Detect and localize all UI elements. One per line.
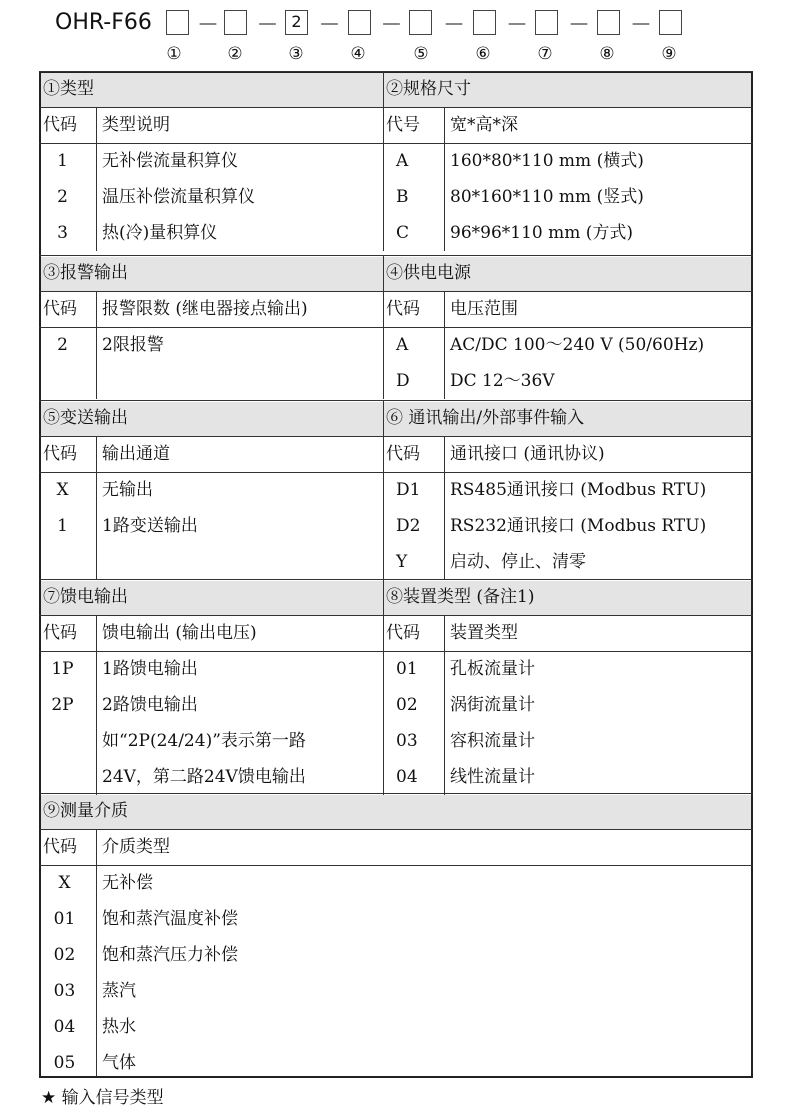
row-code: A [396, 335, 409, 355]
column-header-code: 代码 [43, 115, 77, 135]
row-code: 04 [396, 767, 418, 787]
slot-number-5: ⑤ [413, 44, 429, 64]
model-prefix: OHR-F66 [55, 10, 152, 35]
code-slot-1 [166, 10, 189, 35]
row-code: 2 [57, 187, 68, 207]
row-description: 无补偿流量积算仪 [102, 151, 238, 171]
slot-number-7: ⑦ [537, 44, 553, 64]
row-description: 1路变送输出 [102, 516, 198, 536]
row-code: 01 [53, 909, 76, 929]
row-description: 96*96*110 mm (方式) [450, 223, 634, 243]
row-description: 启动、停止、清零 [450, 552, 586, 572]
code-slot-2 [224, 10, 247, 35]
row-code: X [56, 480, 69, 500]
slot-number-9: ⑨ [661, 44, 677, 64]
column-divider [383, 400, 384, 580]
row-description: 1路馈电输出 [102, 659, 198, 679]
code-slot-7 [535, 10, 558, 35]
row-description: 24V，第二路24V馈电输出 [102, 767, 306, 787]
row-description: 80*160*110 mm (竖式) [450, 187, 644, 207]
slot-number-6: ⑥ [475, 44, 491, 64]
column-divider [444, 615, 445, 795]
row-code: 1P [51, 659, 74, 679]
row-code: B [396, 187, 409, 207]
row-code: D [396, 371, 410, 391]
row-code: 03 [53, 981, 76, 1001]
row-code: 04 [53, 1017, 76, 1037]
row-description: 气体 [102, 1053, 136, 1073]
column-header-code: 代号 [386, 115, 420, 135]
section-title: ⑧装置类型 (备注1) [386, 587, 535, 607]
section-title: ⑦馈电输出 [43, 587, 128, 607]
row-description: 饱和蒸汽温度补偿 [102, 909, 238, 929]
row-code: 1 [57, 516, 68, 536]
column-header-desc: 介质类型 [102, 837, 170, 857]
column-header-code: 代码 [43, 299, 77, 319]
code-separator: － [567, 13, 590, 38]
row-description: RS232通讯接口 (Modbus RTU) [450, 516, 707, 536]
section-title: ⑥ 通讯输出/外部事件输入 [386, 408, 585, 428]
slot-number-2: ② [227, 44, 243, 64]
row-description: 线性流量计 [450, 767, 535, 787]
row-code: 1 [57, 151, 68, 171]
code-slot-9 [659, 10, 682, 35]
column-divider [96, 436, 97, 580]
row-description: 无补偿 [102, 873, 153, 893]
column-divider [383, 255, 384, 399]
code-slot-6 [473, 10, 496, 35]
column-divider [96, 291, 97, 399]
row-description: 2限报警 [102, 335, 164, 355]
column-header-code: 代码 [43, 623, 77, 643]
column-header-desc: 宽*高*深 [450, 115, 518, 135]
row-description: 温压补偿流量积算仪 [102, 187, 255, 207]
section-title: ⑨测量介质 [43, 801, 128, 821]
code-slot-5 [409, 10, 432, 35]
row-code: 2 [57, 335, 68, 355]
row-code: 03 [396, 731, 418, 751]
code-separator: － [442, 13, 465, 38]
code-separator: － [256, 13, 279, 38]
row-code: C [396, 223, 410, 243]
column-header-desc: 装置类型 [450, 623, 518, 643]
row-description: DC 12～36V [450, 371, 555, 391]
row-description: AC/DC 100～240 V (50/60Hz) [450, 335, 705, 355]
footnote: ★ 输入信号类型 [41, 1088, 164, 1108]
row-code: 01 [396, 659, 418, 679]
row-code: 05 [53, 1053, 76, 1073]
row-description: 2路馈电输出 [102, 695, 198, 715]
column-header-desc: 馈电输出 (输出电压) [102, 623, 257, 643]
column-header-desc: 通讯接口 (通讯协议) [450, 444, 605, 464]
column-divider [96, 829, 97, 1076]
row-description: 孔板流量计 [450, 659, 535, 679]
code-slot-4 [348, 10, 371, 35]
row-code: A [396, 151, 409, 171]
section-title: ③报警输出 [43, 263, 128, 283]
column-divider [444, 291, 445, 399]
row-code: 02 [396, 695, 418, 715]
slot-number-1: ① [166, 44, 182, 64]
column-header-desc: 类型说明 [102, 115, 170, 135]
row-code [43, 723, 82, 759]
column-header-desc: 报警限数 (继电器接点输出) [102, 299, 308, 319]
row-description: 容积流量计 [450, 731, 535, 751]
row-divider [39, 793, 753, 794]
row-description: RS485通讯接口 (Modbus RTU) [450, 480, 707, 500]
row-code: 2P [51, 695, 74, 715]
column-divider [96, 107, 97, 251]
column-header-desc: 输出通道 [102, 444, 170, 464]
section-title: ④供电电源 [386, 263, 471, 283]
column-header-code: 代码 [386, 623, 420, 643]
code-separator: － [196, 13, 219, 38]
row-description: 热(冷)量积算仪 [102, 223, 218, 243]
column-divider [444, 436, 445, 580]
row-description: 饱和蒸汽压力补偿 [102, 945, 238, 965]
column-divider [383, 579, 384, 795]
column-header-code: 代码 [43, 837, 77, 857]
row-description: 160*80*110 mm (横式) [450, 151, 644, 171]
slot-number-8: ⑧ [599, 44, 615, 64]
code-separator: － [629, 13, 652, 38]
section-title: ⑤变送输出 [43, 408, 128, 428]
row-description: 蒸汽 [102, 981, 136, 1001]
column-header-code: 代码 [386, 299, 420, 319]
row-code [43, 759, 82, 795]
code-separator: － [380, 13, 403, 38]
section-title: ①类型 [43, 79, 94, 99]
row-code: 02 [53, 945, 76, 965]
row-description: 涡街流量计 [450, 695, 535, 715]
column-header-code: 代码 [386, 444, 420, 464]
section-title: ②规格尺寸 [386, 79, 471, 99]
column-header-code: 代码 [43, 444, 77, 464]
row-code: 3 [57, 223, 68, 243]
code-separator: － [505, 13, 528, 38]
row-description: 如“2P(24/24)”表示第一路 [102, 731, 306, 751]
section-title-band [41, 795, 751, 829]
column-divider [383, 71, 384, 251]
row-description: 热水 [102, 1017, 136, 1037]
row-code: Y [396, 552, 408, 572]
column-divider [444, 107, 445, 251]
column-header-desc: 电压范围 [450, 299, 518, 319]
row-code: D2 [396, 516, 421, 536]
code-slot-8 [597, 10, 620, 35]
slot-number-4: ④ [350, 44, 366, 64]
code-separator: － [318, 13, 341, 38]
row-code: D1 [396, 480, 421, 500]
code-slot-3: 2 [285, 10, 308, 35]
slot-number-3: ③ [288, 44, 304, 64]
row-code: X [58, 873, 71, 893]
column-divider [96, 615, 97, 795]
row-description: 无输出 [102, 480, 153, 500]
